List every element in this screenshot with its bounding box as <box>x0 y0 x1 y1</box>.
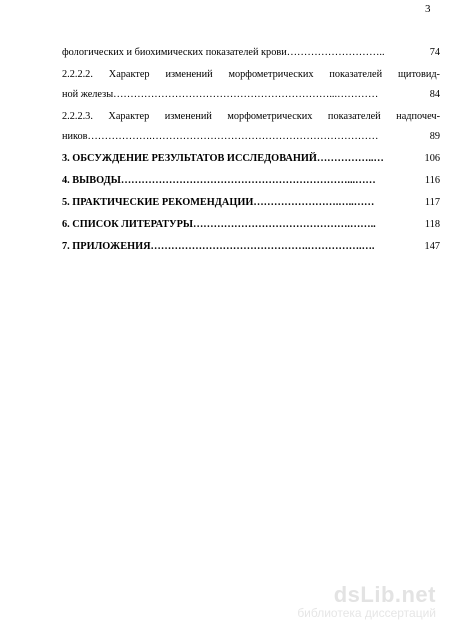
toc-entry <box>62 110 440 143</box>
toc-entry-text: 7. ПРИЛОЖЕНИЯ……………………………………….…………….…. <box>62 241 375 252</box>
watermark-logo: dsLib.net <box>333 582 436 607</box>
toc-entry-page: 117 <box>424 197 440 208</box>
toc-entry <box>62 240 440 253</box>
table-of-contents <box>62 46 440 262</box>
toc-entry-page: 89 <box>429 131 440 142</box>
toc-entry-page: 116 <box>424 175 440 186</box>
toc-entry <box>62 152 440 165</box>
toc-entry-text: 2.2.2.3. Характер изменений морфометрических показателей надпочеч- <box>62 111 440 122</box>
watermark <box>246 582 436 622</box>
toc-entry-page: 74 <box>429 47 440 58</box>
toc-entry-text: фологических и биохимических показателей крови……………………….. <box>62 47 385 58</box>
toc-entry-page: 106 <box>424 153 440 164</box>
toc-entry <box>62 46 440 59</box>
page-number: 3 <box>425 3 431 15</box>
watermark-subtitle: библиотека диссертаций <box>297 606 436 620</box>
toc-entry-text-continued: ной железы………………………………………………………...………… <box>62 89 379 100</box>
toc-entry-text: 3. ОБСУЖДЕНИЕ РЕЗУЛЬТАТОВ ИССЛЕДОВАНИЙ……………..… <box>62 153 384 164</box>
toc-entry <box>62 196 440 209</box>
toc-entry-page: 118 <box>424 219 440 230</box>
toc-entry-text: 2.2.2.2. Характер изменений морфометрических показателей щитовид- <box>62 69 440 80</box>
toc-entry-text-continued: ников……………….………………………………………………………… <box>62 131 379 142</box>
toc-entry-text: 4. ВЫВОДЫ…………………………………………………………...…… <box>62 175 376 186</box>
toc-entry-text: 5. ПРАКТИЧЕСКИЕ РЕКОМЕНДАЦИИ…………………….…..…… <box>62 197 375 208</box>
toc-entry <box>62 174 440 187</box>
toc-entry-text: 6. СПИСОК ЛИТЕРАТУРЫ……………………………………….…….. <box>62 219 376 230</box>
toc-entry-page: 147 <box>424 241 440 252</box>
toc-entry <box>62 218 440 231</box>
toc-entry-page: 84 <box>429 89 440 100</box>
toc-entry <box>62 68 440 101</box>
